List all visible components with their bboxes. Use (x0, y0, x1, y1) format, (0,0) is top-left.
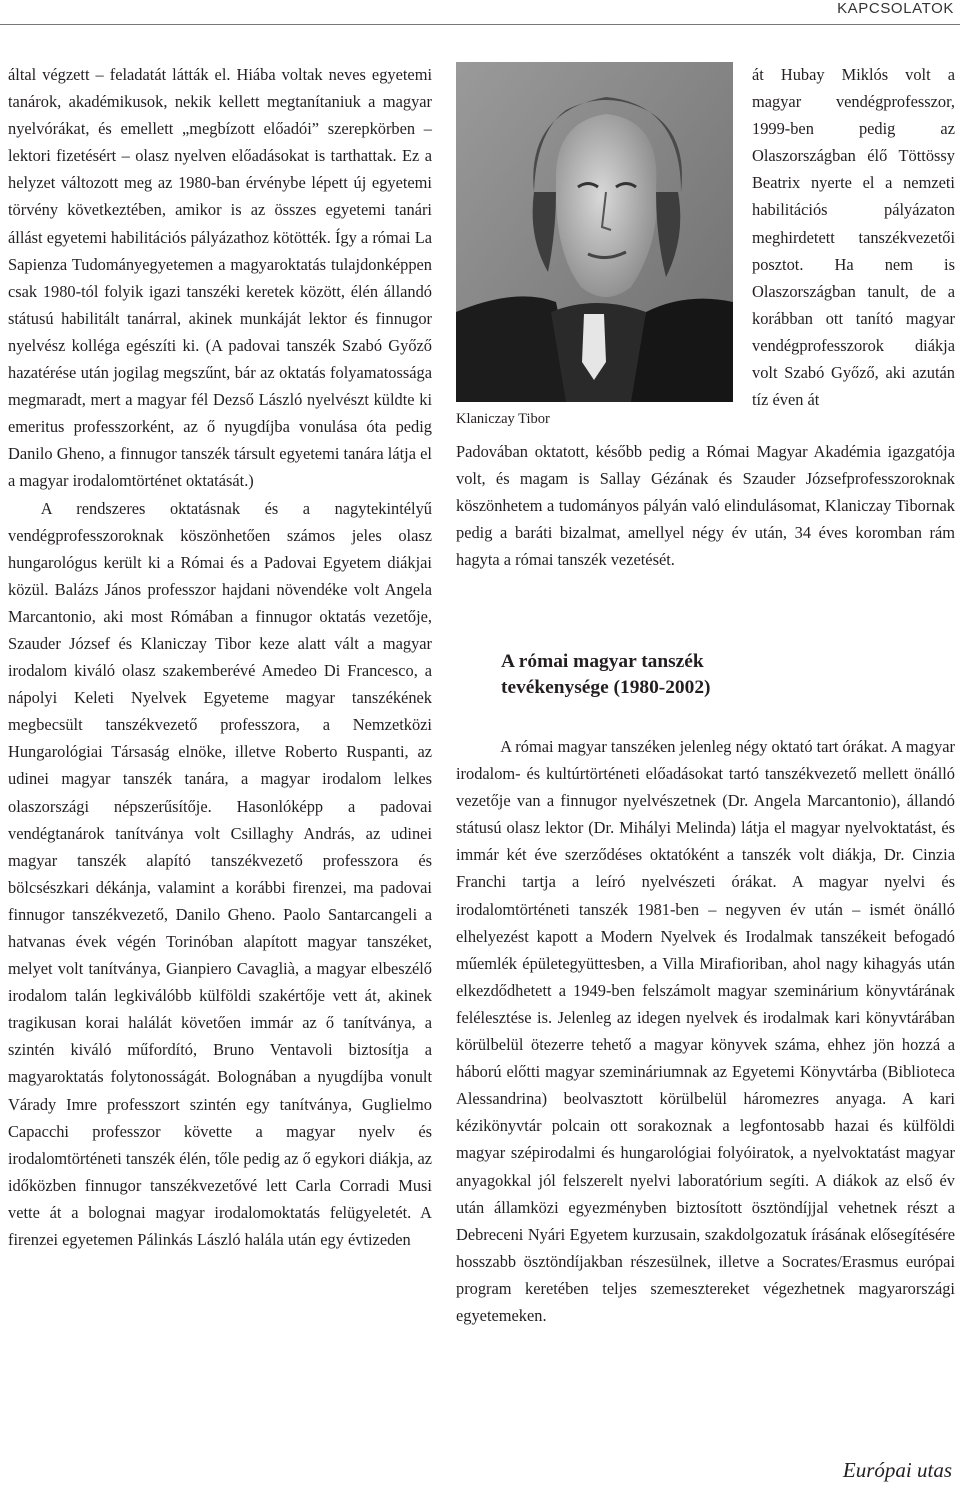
left-column (8, 61, 432, 1253)
right-body-paragraph: A római magyar tanszéken jelenleg négy oktató tart órákat. A magyar irodalom- és kultúrtörténeti előadásokat tartó tanszékvezető mellett önálló vezetője van a finnugor nyelvészetnek (Dr. Angela Marcantonio), állandó státusú olasz lektor (Dr. Mihályi Melinda) látja el magyar nyelvoktatást, és immár két éve szerződéses oktatóként a tanszék volt diákja, Dr. Cinzia Franchi tartja a leíró nyelvészeti órákat. A magyar nyelvi és irodalomtörténeti tanszék 1981-ben – negyven év után – ismét önálló elhelyezést kapott a Modern Nyelvek és Irodalmak tanszékeit befogadó műemlék épületegyüttesben, a Villa Mirafioriban, ahol nagy kihagyás után elkezdődhetett a 1949-ben felszámolt magyar szeminárium könyvtárának felélesztése is. Jelenleg az idegen nyelvek és irodalmak kari könyvtárában körülbelül ötezerre tehető a magyar könyvek száma, ehhez jön hozzá a háború előtti magyar szemináriumnak az Egyetemi Könyvtárba (Biblioteca Alessandrina) beolvasztott körülbelül háromezres anyaga. A kari kézikönyvtár polcain ott sorakoznak a legfontosabb hazai és külföldi magyar szépirodalmi és hungarológiai folyóiratok, a nyelvoktatást magyar anyagokkal jól felszerelt nyelvi laboratórium segíti. A diákok az első év után államközi egyezményben biztosított ösztöndíjjal vehetnek részt a Debreceni Nyári Egyetem kurzusain, szakdolgozatuk írásának elősegítésére hosszabb ösztöndíjakban részesülnek, illetve a Socrates/Erasmus európai program keretében teljes szemesztereket végezhetnek magyarországi egyetemeken. (456, 737, 955, 1325)
portrait-photo (456, 62, 733, 402)
publication-footer: Európai utas (842, 1458, 952, 1482)
left-paragraph-1: által végzett – feladatát látták el. Hiába voltak neves egyetemi tanárok, akadémikusok, nekik kellett megtanítaniuk a magyar nyelvórákat, és emellett „megbízott előadói” szerepkörben – lektori fizetésért – olasz nyelven előadásokat is tarthattak. Ez a helyzet változott meg az 1980-ban érvénybe lépett új egyetemi törvény következtében, amikor is az összes egyetemi tanári állást egyetemi habilitációs pályázathoz kötötték. Így a római La Sapienza Tudományegyetemen a magyaroktatás tulajdonképpen csak 1980-tól folyik igazi tanszéki keretek között, élén állandó státusú habilitált tanárral, akinek munkáját lektor és finnugor nyelvész kolléga egészíti ki. (A padovai tanszék Szabó Győző hazatérése után jogilag megszűnt, bár az oktatás folyamatossága megmaradt, mert a magyar fél Dezső László nyelvészt küldte ki emeritus professzorként, az ő nyugdíjba vonulása óta pedig Danilo Gheno, a finnugor tanszék társult egyetemi tanára látja el a magyar irodalomtörténet oktatását.) (8, 65, 432, 491)
left-paragraph-2: A rendszeres oktatásnak és a nagytekintélyű vendégprofesszoroknak köszönhetően számos jeles olasz hungarológus került ki a Római és a Padovai Egyetem diákjai közül. Balázs János professzor hajdani növendéke volt Angela Marcantonio, aki most Rómában a finnugor oktatás vezetője, Szauder József és Klaniczay Tibor keze alatt vált a magyar irodalom kiváló olasz szakemberévé Amedeo Di Francesco, a nápolyi Keleti Nyelvek Egyeteme magyar tanszékének megbecsült tanszékvezető professzora, a Nemzetközi Hungarológiai Társaság elnöke, illetve Roberto Ruspanti, az udinei magyar tanszék tanára, a magyar irodalom lelkes olaszországi népszerűsítője. Hasonlóképp a padovai vendégtanárok tanítványa volt Csillaghy András, az udinei magyar tanszék alapító tanszékvezető professzora és bölcsészkari dékánja, valamint a korábbi firenzei, ma padovai finnugor tanszékvezető, Danilo Gheno. Paolo Santarcangeli a hatvanas évek végén Torinóban alapított magyar tanszéket, melyet volt tanítványa, Gianpiero Cavaglià, a magyar elbeszélő irodalom talán legkiválóbb külföldi szakértője vett át, akinek tragikusan korai halálát követően immár az ő tanítványa, a szintén kiváló műfordító, Bruno Ventavoli biztosítja a magyaroktatás folytonosságát. Bolognában a nyugdíjba vonult Várady Imre professzort szintén egy tanítványa, Guglielmo Capacchi professzor követte a magyar nyelv és irodalomtörténeti tanszék élén, tőle pedig az ő egykori diákja, az időközben finnugor tanszékvezetővé lett Carla Corradi Musi vette át a bolognai magyar irodalomoktatás felügyeletét. A firenzei egyetemen Pálinkás László halála után egy évtizeden (8, 498, 432, 1250)
section-title-line2: tevékenysége (1980-2002) (501, 677, 711, 698)
header-rule (0, 24, 960, 25)
section-title-line1: A római magyar tanszék (501, 651, 704, 672)
section-header: KAPCSOLATOK (837, 0, 954, 17)
section-title (501, 649, 921, 701)
portrait-photo-icon (456, 62, 733, 402)
right-side-text: át Hubay Miklós volt a magyar vendégprofesszor, 1999-ben pedig az Olaszországban élő Töttössy Beatrix nyerte el a nemzeti habilitációs pályázaton meghirdetett tanszékvezetői posztot. Ha nem is Olaszországban tanult, de a korábban ott tanító magyar vendégprofesszorok diákja volt Szabó Győző, aki azután tíz éven át (752, 65, 955, 410)
right-continuation: Padovában oktatott, később pedig a Római Magyar Akadémia igazgatója volt, és magam is Sallay Gézának és Szauder Józsefprofesszoroknak köszönhetem a tudományos pályán való elindulásomat, Klaniczay Tibornak pedig a baráti bizalmat, amellyel négy év után, 34 éves koromban rám hagyta a római tanszék vezetését. (456, 442, 955, 570)
photo-caption: Klaniczay Tibor (456, 411, 550, 427)
